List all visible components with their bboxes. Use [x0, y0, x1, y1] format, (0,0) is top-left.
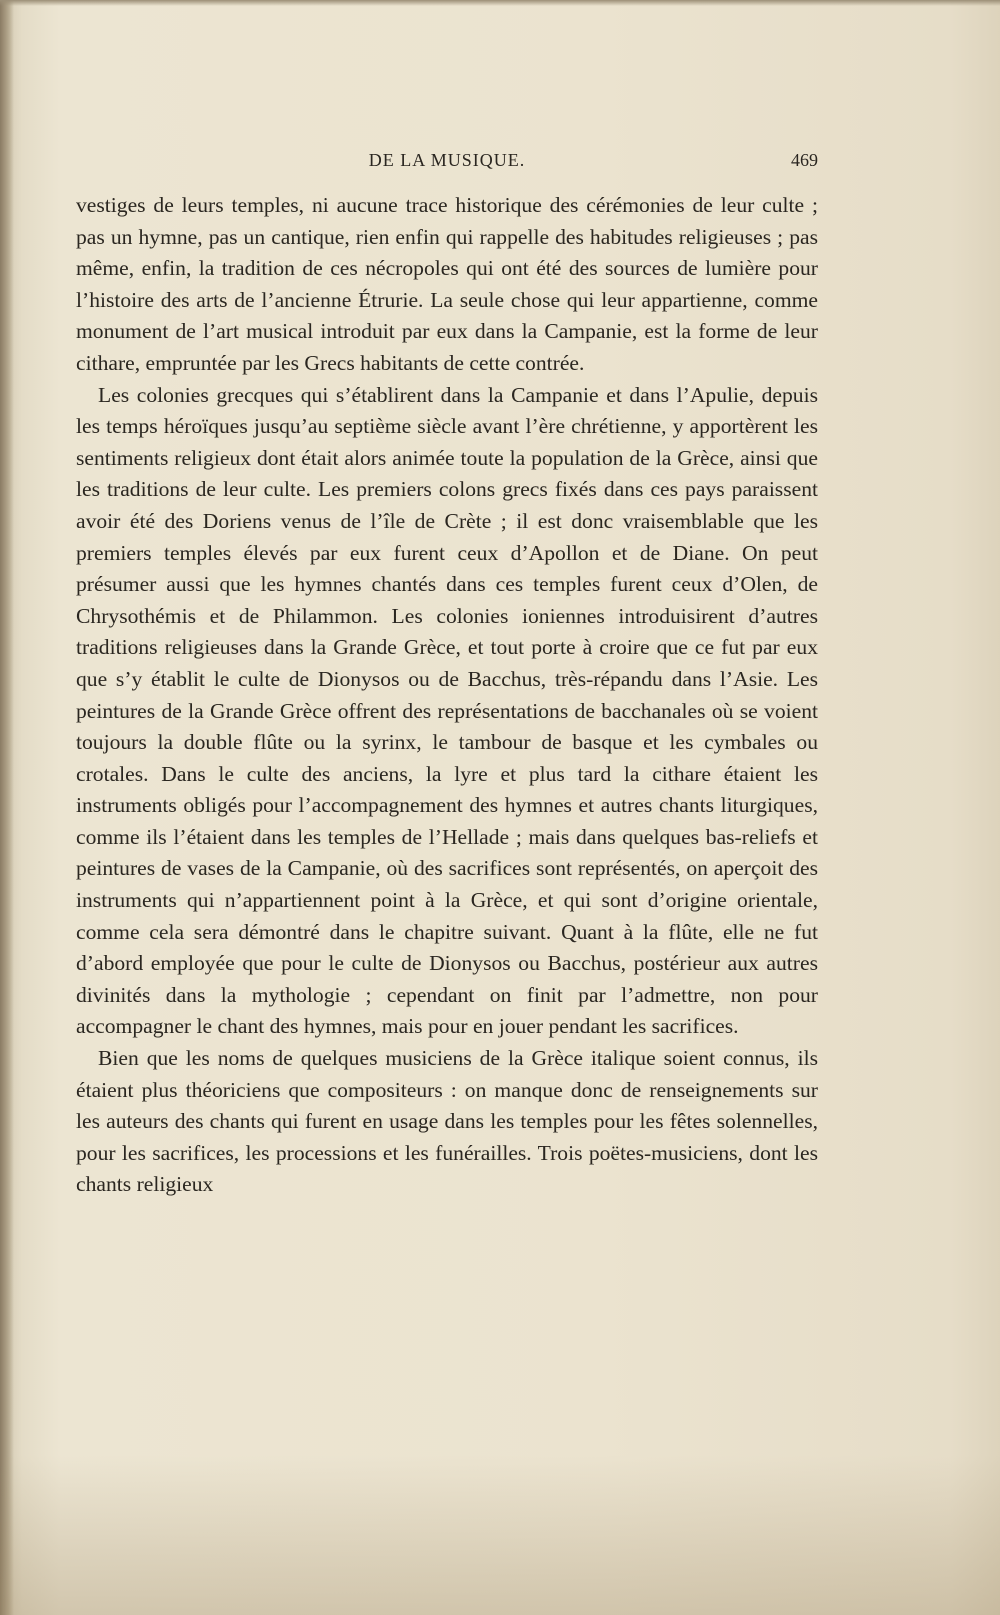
page-header — [76, 150, 818, 174]
page-top-edge — [0, 0, 1000, 6]
paragraph-greek-colonies: Les colonies grecques qui s’établirent dans la Campanie et dans l’Apulie, depuis les temps héroïques jusqu’au septième siècle avant l’ère chrétienne, y apportèrent les sentiments religieux dont était alors animée toute la population de la Grèce, ainsi que les traditions de leur culte. Les premiers colons grecs fixés dans ces pays paraissent avoir été des Doriens venus de l’île de Crète ; il est donc vraisemblable que les premiers temples élevés par eux furent ceux d’Apollon et de Diane. On peut présumer aussi que les hymnes chantés dans ces temples furent ceux d’Olen, de Chrysothémis et de Philammon. Les colonies ioniennes introduisirent d’autres traditions religieuses dans la Grande Grèce, et tout porte à croire que ce fut par eux que s’y établit le culte de Dionysos ou de Bacchus, très-répandu dans l’Asie. Les peintures de la Grande Grèce offrent des représentations de bacchanales où se voient toujours la double flûte ou la syrinx, le tambour de basque et les cymbales ou crotales. Dans le culte des anciens, la lyre et plus tard la cithare étaient les instruments obligés pour l’accompagnement des hymnes et autres chants liturgiques, comme ils l’étaient dans les temples de l’Hellade ; mais dans quelques bas-reliefs et peintures de vases de la Campanie, où des sacrifices sont représentés, on aperçoit des instruments qui n’appartiennent point à la Grèce, et qui sont d’origine orientale, comme cela sera démontré dans le chapitre suivant. Quant à la flûte, elle ne fut d’abord employée que pour le culte de Dionysos ou Bacchus, postérieur aux autres divinités dans la mythologie ; cependant on finit par l’admettre, non pour accompagner le chant des hymnes, mais pour en jouer pendant les sacrifices. — [76, 382, 818, 1039]
page-bottom-shade — [0, 1455, 1000, 1615]
running-head: DE LA MUSIQUE. — [368, 150, 526, 170]
paragraph-continued: vestiges de leurs temples, ni aucune trace historique des cérémonies de leur culte ; pas un hymne, pas un cantique, rien enfin qui rappelle des habitudes religieuses ; pas même, enfin, la tradition de ces nécropoles qui ont été des sources de lumière pour l’histoire des arts de l’ancienne Étrurie. La seule chose qui leur appartienne, comme monument de l’art musical introduit par eux dans la Campanie, est la forme de leur cithare, empruntée par les Grecs habitants de cette contrée. — [76, 193, 818, 375]
body-text — [76, 190, 818, 1201]
book-spine-shadow — [0, 0, 14, 1615]
paragraph-musicians: Bien que les noms de quelques musiciens de la Grèce italique soient connus, ils étaient plus théoriciens que compositeurs : on manque donc de renseignements sur les auteurs des chants qui furent en usage dans les temples pour les fêtes solennelles, pour les sacrifices, les processions et les funérailles. Trois poëtes-musiciens, dont les chants religieux — [76, 1046, 818, 1197]
page-number: 469 — [791, 150, 818, 170]
